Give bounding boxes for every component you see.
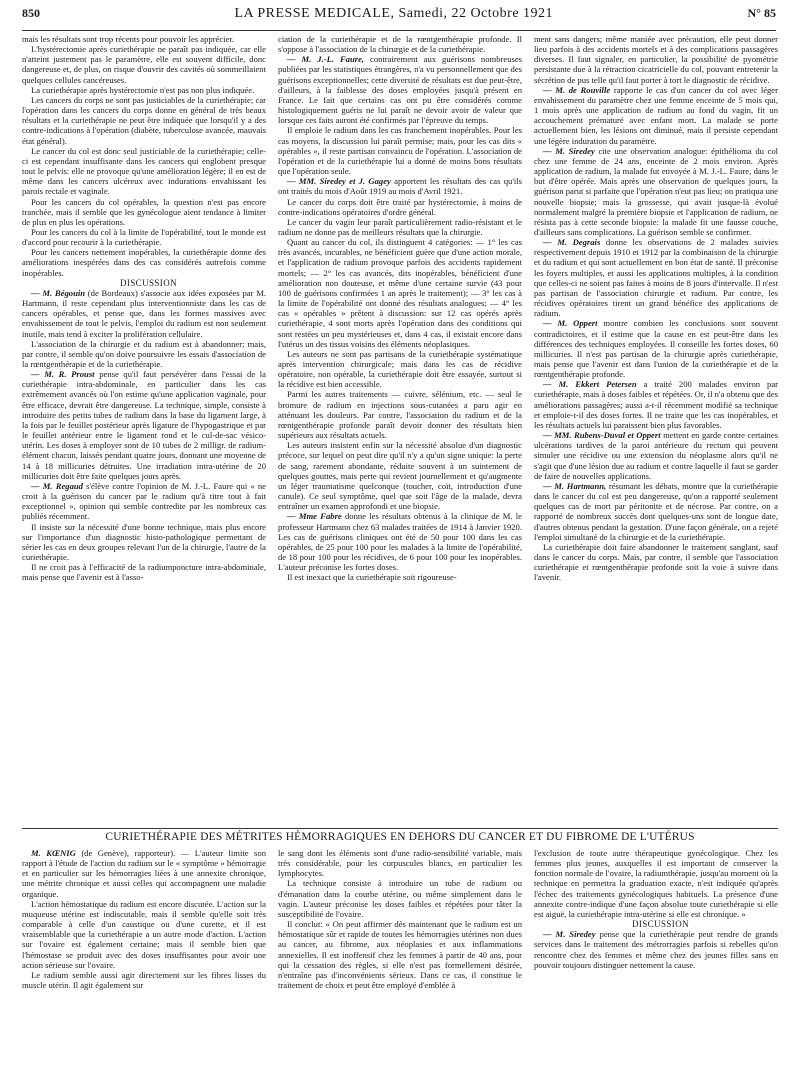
paragraph xyxy=(22,288,266,339)
paragraph-text: L'hystérectomie après curiethérapie ne paraît pas indiquée, car elle n'atteint justement pas le paramètre, elle est souvent difficile, donc dangereuse et, de plus, on risque d'ouvrir des cavités où sommeillaient quelques cellules cancéreuses. xyxy=(22,44,266,85)
speaker-name: M. KŒNIG xyxy=(31,848,76,858)
paragraph-text: (de Bordeaux) s'associe aux idées exposées par M. Hartmann, il reste cependant plus interventionniste dans les cas de cancers opérables, et pense que, dans les formes massives avec envahissement de tout le pelvis, l'emploi du radium est non seulement inutile, mais tend à exciter la prolifération cellulaire. xyxy=(22,287,266,339)
paragraph-text: ment sans dangers; même maniée avec précaution, elle peut donner lieu parfois à des accidents mortels et à des complications passagères diverses. Il faut signaler, en particulier, la possibilité de pyométrie persistante due à la rétraction cicatricielle du col, pouvant entretenir la sécrétion de pus telle qu'il faut porter à tort le diagnostic de récidive. xyxy=(534,34,778,85)
paragraph-text: L'action hémostatique du radium est encore discutée. L'action sur la muqueuse utérine est indiscutable, mais il semble qu'elle soit très comparable à celle d'un caustique ou d'une curette, et il est vraisemblable que la curiethérapie a un autre mode d'action. L'action sur l'ovaire est également certaine; mais il semble bien que l'hémostase se produit avec des doses insuffisantes pour avoir une action sérieuse sur l'ovaire. xyxy=(22,898,266,970)
paragraph-text: (de Genève), rapporteur). — L'auteur limite son rapport à l'étude de l'action du radium sur le « symptôme » hémorragie et en particulier sur les hémorragies liées à une annexite chronique, une métrite chronique et aussi celles qui accompagnent une maladie organique. xyxy=(22,848,266,899)
paragraph-text: montre combien les conclusions sont souvent contradictoires, et il estime que la cause en est peut-être dans les différences des techniques employées. Il conseille les fortes doses, 60 millicuries. Il n'est pas partisan de la chirurgie après curiethérapie, mais pense que l'avenir est dans l'union de la curiethérapie et de la rœntgenthérapie profonde. xyxy=(534,318,778,380)
paragraph xyxy=(22,247,266,277)
paragraph xyxy=(22,848,266,899)
paragraph xyxy=(22,339,266,369)
paragraph xyxy=(534,34,778,85)
paragraph-text: Pour les cancers nettement inopérables, la curiethérapie donne des améliorations inespérées dans des cas considérés autrefois comme inopérables. xyxy=(22,247,266,278)
paragraph-text: contrairement aux guérisons nombreuses publiées par les statistiques étrangères, n'a vu personnellement que des guérisons exceptionnelles; cette diversité de résultats est due peut-être, d'ailleurs, à la faiblesse des doses employées jusqu'à présent en France. Le fait que certains cas ont pu être considérés comme histologiquement guéris ne lui paraît ne devoir avoir de valeur que lorsque ces faits auront été confirmés par l'épreuve du temps. xyxy=(278,54,522,126)
section-heading: DISCUSSION xyxy=(119,277,177,288)
paragraph xyxy=(22,44,266,85)
column-3 xyxy=(534,34,778,824)
paragraph-text: Il conclut: « On peut affirmer dès maintenant que le radium est un hémostatique sûr et rapide de toutes les hémorragies utérines non dues au cancer, au fibrome, aux néoplasies et aux inflammations annexielles. Il est inoffensif chez les femmes à partir de 40 ans, pour qui la cessation des règles, si elle n'est pas formellement désirée, n'entraîne pas d'inconvénients sérieux. Dans ce cas, il constitue le traitement de choix et peut être employé d'emblée à xyxy=(278,919,522,991)
paragraph xyxy=(278,176,522,196)
paragraph xyxy=(22,562,266,582)
paragraph-text: ciation de la curiethérapie et de la rœntgenthérapie profonde. Il s'oppose à l'association de la chirurgie et de la curiethérapie. xyxy=(278,34,522,55)
paragraph xyxy=(278,349,522,390)
paragraph-text: le sang dont les éléments sont d'une radio-sensibilité variable, mais très considérable, pour les corpuscules blancs, en particulier les lymphocytes. xyxy=(278,848,522,879)
speaker-name: — Mme Fabre xyxy=(287,511,342,522)
column-3 xyxy=(534,848,778,1076)
paragraph-text: a traité 200 malades environ par curiethérapie, mais à doses faibles et répétées. Or, il n'a obtenu que des améliorations passagères; aussi a-t-il récemment modifié sa technique et emploie-t-il des doses fortes. Il ne traite que les cas inopérables, et les résultats actuels lui paraissent bien plus favorables. xyxy=(534,379,778,430)
paragraph-text: Pour les cancers du col opérables, la question n'est pas encore tranchée, mais il semble que les gynécologue aient tendance à limiter de plus en plus les opérations. xyxy=(22,196,266,227)
speaker-name: — M. Siredey xyxy=(543,929,596,940)
paragraph xyxy=(534,929,778,970)
paragraph xyxy=(22,227,266,247)
speaker-name: — M. R. Proust xyxy=(31,369,95,380)
paragraph-text: cite une observation analogue: épithélioma du col chez une femme de 24 ans, enceinte de 2 mois environ. Après application de radium, la malade fut envoyée à M. J.-L. Faure, dans le but d'être opérée. Mais après une observation de quelques jours, la guérison parut si parfaite que l'opération n'eut pas lieu; on pratiqua une nouvelle biopsie; mais la grossesse, qui avait jusque-là évolué normalement malgré la première biopsie et l'application de radium, ne résista pas à cette seconde biopsie: la malade fit une fausse couche, d'ailleurs sans complications. La guérison semble se confirmer. xyxy=(534,145,778,237)
paragraph xyxy=(278,237,522,349)
paragraph-text: Le cancer du vagin leur paraît particulièrement radio-résistant et le radium ne donne pas de meilleurs résultats que la chirurgie. xyxy=(278,216,522,237)
paragraph-text: Le cancer du col est donc seul justiciable de la curiethérapie; celle-ci est cependant insuffisante dans les cancers qui englobent presque tout le pelvis: elle ne provoque qu'une amélioration légère; il en est de même dans les cancers ulcéreux avec indurations envahissant les parois rectale et vaginale. xyxy=(22,145,266,197)
paragraph xyxy=(534,481,778,542)
speaker-name: — M. Ekkert Petersen xyxy=(543,379,637,390)
paragraph xyxy=(534,85,778,146)
column-2 xyxy=(278,34,522,824)
paragraph xyxy=(278,389,522,440)
paragraph xyxy=(22,970,266,990)
paragraph xyxy=(278,197,522,217)
paragraph xyxy=(22,85,266,95)
paragraph xyxy=(278,848,522,878)
paragraph-text: mais les résultats sont trop récents pour pouvoir les apprécier. xyxy=(22,34,234,44)
paragraph-text: Les auteurs insistent enfin sur la nécessité absolue d'un diagnostic précoce, sur lequel on peut dire qu'il n'y a qu'un signe unique: la perte de sang, rarement abondante, réduite souvent à un suintement de quelques gouttes, mais perte qui revient journellement et qu'augmente un léger traumatisme quelconque (toucher, coït, introduction d'une canule). Ce seul symptôme, quel que soit l'âge de la malade, devra entraîner un examen approfondi et une biopsie. xyxy=(278,440,522,512)
paragraph xyxy=(22,899,266,970)
speaker-name: — M. Oppert xyxy=(543,318,598,329)
paragraph xyxy=(22,369,266,481)
paragraph xyxy=(22,481,266,522)
page-number: 850 xyxy=(22,6,40,20)
speaker-name: — M. Siredey xyxy=(543,145,595,156)
paragraph xyxy=(278,217,522,237)
speaker-name: — M. Bégouin xyxy=(31,287,86,298)
paragraph-text: Il est inexact que la curiethérapie soit rigoureuse- xyxy=(287,572,457,583)
paragraph xyxy=(278,54,522,125)
speaker-name: — M. de Rouville xyxy=(543,84,611,95)
paragraph-text: mettent en garde contre certaines ulcérations tardives de la paroi antérieure du rectum qui peuvent simuler une récidive ou une extension du néoplasme alors qu'il ne s'agit que d'une lésion due au radium et contre laquelle il faut se garder de faire de nouvelles applications. xyxy=(534,430,778,481)
section-heading: DISCUSSION xyxy=(631,919,689,930)
paragraph-text: pense qu'il faut persévérer dans l'essai de la curiethérapie intra-abdominale, en particulier dans les cas extrêmement avancés où l'on estime qu'une application vaginale, pour être efficace, devrait être dangereuse. La technique, simple, consiste à introduire des petits tubes de radium dans la base du ligament large, à la fois par le feuillet postérieur après ligature de l'hypogastrique et par le feuillet antérieur entre le ligament rond et le cul-de-sac vésico-utérin. Les doses à employer sont de 10 tubes de 2 milligr. de radium-élément chacun, laissés pendant quatre jours, donnant une moyenne de 14 à 18 millicuries détruites. Une irradiation intra-utérine de 20 millicuries doit être faite quelques jours après. xyxy=(22,369,266,481)
paragraph xyxy=(534,430,778,481)
speaker-name: — M. Degrais xyxy=(543,237,601,248)
paragraph-text: donne les observations de 2 malades suivies respectivement depuis 1910 et 1912 par la combinaison de la chirurgie et du radium et qui sont actuellement en bon état de santé. Il préconise les foyers multiples, et aussi les applications multiples, à la condition que celles-ci ne soient pas faites à moins de 8 jours d'intervalle. Il n'est pas partisan de l'association chirurgie et radium. Par contre, les récidives opératoires tirent un grand bénéfice des applications de radium. xyxy=(534,237,778,319)
paragraph-text: Parmi les autres traitements — cuivre, sélénium, etc. — seul le bromure de radium en injections sous-cutanées a paru agir en atténuant les douleurs. Par contre, l'association du radium et de la rœntgenthérapie profonde paraît devoir donner des résultats bien supérieurs aux résultats actuels. xyxy=(278,389,522,441)
paragraph xyxy=(278,919,522,990)
issue-number: N° 85 xyxy=(747,6,776,20)
paragraph-text: La curiethérapie après hystérectomie n'est pas non plus indiquée. xyxy=(31,84,255,95)
speaker-name: — MM. Siredey et J. Gagey xyxy=(287,176,391,187)
paragraph-text: Il ne croit pas à l'efficacité de la radiumponcture intra-abdominale, mais pense que l'avenir est à l'asso- xyxy=(22,562,266,583)
paragraph-text: La curiethérapie doit faire abandonner le traitement sanglant, sauf dans le cancer du corps. Mais, par contre, il semble que l'association curiethérapie et rœntgenthérapie profonde soit la voie à suivre dans l'avenir. xyxy=(534,541,778,583)
paragraph xyxy=(22,146,266,197)
column-1 xyxy=(22,848,266,1076)
paragraph xyxy=(22,34,266,44)
paragraph xyxy=(278,125,522,176)
paragraph-text: Pour les cancers du col à la limite de l'opérabilité, tout le monde est d'accord pour recourir à la curiethérapie. xyxy=(22,226,266,248)
paragraph xyxy=(534,146,778,237)
paragraph xyxy=(278,440,522,511)
paragraph-text: l'exclusion de toute autre thérapeutique gynécologique. Chez les femmes plus jeunes, auxquelles il est important de conserver la fonction normale de l'ovaire, la radiumthérapie, jusqu'au moment où la technique en permettra la graduation exacte, n'est indiquée qu'après l'échec des traitements gynécologiques habituels. La présence d'une annexite contre-indique d'une façon absolue toute curiethérapie si elle est aiguë, la curiethérapie intra-utérine si elle est chronique. » xyxy=(534,848,778,919)
speaker-name: — M. Hartmann, xyxy=(543,480,607,491)
paragraph xyxy=(278,511,522,572)
paragraph-text: Quant au cancer du col, ils distinguent 4 catégories: — 1° les cas très avancés, incurables, ne bénéficient guère que d'une action morale, et l'application de radium provoque parfois des accidents rapidement mortels; — 2° les cas avancés, dits inopérables, bénéficient d'une amélioration non douteuse, et même d'une certaine survie (43 pour 100 de guérisons confirmées 1 an après le traitement); — 3° les cas à la limite de l'opérabilité ont donné des résultats analogues; — 4° les cas « opérables » prêtent à discussion: sur 12 cas opérés après curiethérapie, 4 sont morts après l'opération dans des conditions qui sont restées un peu mystérieuses et, dans 4 cas, il existait encore dans l'utérus un des tissus voisins des éléments néoplasiques. xyxy=(278,237,522,349)
paragraph-text: s'élève contre l'opinion de M. J.-L. Faure qui « ne croit à la guérison du cancer par le radium qu'à titre tout à fait exceptionnel », opinion qui semble contredite par les nombreux cas publiés récemment. xyxy=(22,480,266,522)
column-1 xyxy=(22,34,266,824)
paragraph xyxy=(278,878,522,919)
paragraph xyxy=(534,318,778,379)
paragraph xyxy=(278,572,522,582)
paragraph-text: Les auteurs ne sont pas partisans de la curiethérapie systématique après intervention chirurgicale; mais dans les cas de récidive opératoire, non opérable, la curiethérapie doit être essayée, surtout si la récidive est bien accessible. xyxy=(278,348,522,390)
paragraph-text: résumant les débats, montre que la curiethérapie dans le cancer du col est peu dangereuse, qu'on a rapporté seulement quelques cas de mort par péritonite et de nécrose. Par contre, on a rapporté de nombreux succès dont quelques-uns sont de longue date, d'autres obtenus pendant la gestation. D'une façon générale, on a rejeté l'emploi simultané de la chirurgie et de la curiethérapie. xyxy=(534,480,778,542)
paragraph-text: pense que la curiethérapie peut rendre de grands services dans le traitement des métrorragies parfois si rebelles qu'on rencontre chez des femmes et même chez des jeunes filles sans en pouvoir toujours distinguer nettement la cause. xyxy=(534,929,778,970)
paragraph xyxy=(22,522,266,563)
bottom-section xyxy=(22,848,778,1076)
paragraph-text: La technique consiste à introduire un tube de radium ou d'émanation dans la courbe utérine, ou même simplement dans le vagin. L'auteur préconise les doses faibles et répétées pour tâter la susceptibilité de l'ovaire. xyxy=(278,878,522,919)
speaker-name: — M. J.-L. Faure, xyxy=(287,54,365,65)
journal-title: LA PRESSE MEDICALE, Samedi, 22 Octobre 1921 xyxy=(234,6,554,21)
paragraph xyxy=(22,197,266,227)
paragraph xyxy=(534,237,778,318)
paragraph xyxy=(278,34,522,54)
paragraph-text: donne les résultats obtenus à la clinique de M. le professeur Hartmann chez 63 malades traitées de 1914 à Janvier 1920. Les cas de guérisons cliniques ont été de 50 pour 100 dans les cas opérables, de 25 pour 100 pour les malades à la limite de l'opérabilité, de 18 pour 100 pour les récidives, de 6 pour 100 pour les inopérables. L'auteur préconise les fortes doses. xyxy=(278,511,522,573)
speaker-name: — MM. Rubens-Duval et Oppert xyxy=(543,430,661,441)
page-header xyxy=(22,6,776,31)
paragraph-text: apportent les résultats des cas qu'ils ont traités du mois d'Août 1919 au mois d'Avril 1921. xyxy=(278,176,522,197)
paragraph xyxy=(534,379,778,430)
paragraph-text: Il emploie le radium dans les cas franchement inopérables. Pour les cas moyens, la discussion lui paraît permise; mais, pour les cas dits « opérables », il reste partisan convaincu de l'opération. L'association de l'opération et de la curiethérapie lui a donné de moins bons résultats que l'opération seule. xyxy=(278,125,522,177)
paragraph xyxy=(534,542,778,583)
paragraph-text: Le radium semble aussi agir directement sur les fibres lisses du muscle utérin. Il agit également sur xyxy=(22,969,266,991)
top-section xyxy=(22,34,778,824)
speaker-name: — M. Regaud xyxy=(31,480,83,491)
paragraph-text: L'association de la chirurgie et du radium est à abandonner; mais, par contre, il semble qu'on doive poursuivre les essais d'association de la rœntgenthérapie et de la curiethérapie. xyxy=(22,338,266,369)
paragraph-text: Le cancer du corps doit être traité par hystérectomie, à moins de contre-indications opératoires d'ordre général. xyxy=(278,196,522,217)
paragraph-text: Il insiste sur la nécessité d'une bonne technique, mais plus encore sur l'importance d'un diagnostic histo-pathologique permettant de sérier les cas en deux groupes relevant l'un de la chirurgie, l'autre de la curiethérapie. xyxy=(22,521,266,562)
paragraph xyxy=(534,848,778,919)
column-2 xyxy=(278,848,522,1076)
section-banner: CURIETHÉRAPIE DES MÉTRITES HÉMORRAGIQUES EN DEHORS DU CANCER ET DU FIBROME DE L'UTÉRUS xyxy=(22,828,778,847)
paragraph xyxy=(22,95,266,146)
paragraph-text: Les cancers du corps ne sont pas justiciables de la curiethérapie; car l'opération dans les cancers du corps donne en général de très beaux résultats et la curiethérapie ne peut être indiquée que lorsqu'il y a des contre-indications à l'opération (diabète, tuberculose avancée, mauvais état général). xyxy=(22,94,266,146)
paragraph-text: rapporte le cas d'un cancer du col avec léger envahissement du paramètre chez une femme enceinte de 5 mois qui, 1 mois après une application de radium au fond du vagin, fit un accouchement prématuré avec enfant mort. La malade se porte actuellement bien, les lésions ont diminué, mais il persiste cependant une légère induration du paramètre. xyxy=(534,84,778,146)
